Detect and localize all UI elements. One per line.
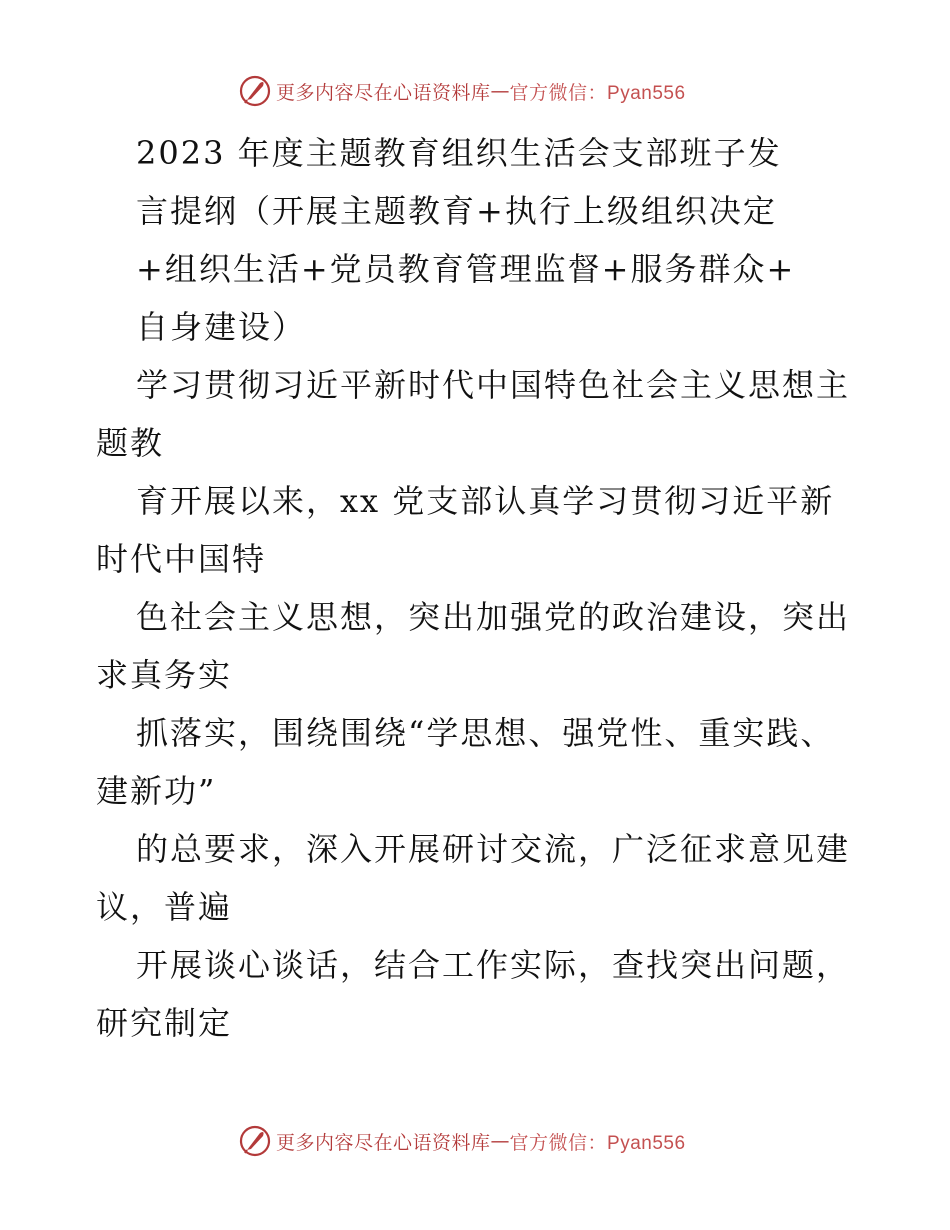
quill-pen-circle-icon xyxy=(238,1124,272,1158)
body-line: 题教 xyxy=(96,424,165,462)
body-line: 开展谈心谈话，结合工作实际，查找突出问题， xyxy=(136,946,851,984)
body-paragraph xyxy=(96,356,856,1052)
body-line: 研究制定 xyxy=(96,1004,233,1042)
header-watermark xyxy=(238,74,686,108)
title-line: +组织生活+党员教育管理监督+服务群众+ xyxy=(136,250,796,288)
document-body xyxy=(96,124,856,1052)
body-line: 求真务实 xyxy=(96,656,233,694)
watermark-text: 更多内容尽在心语资料库 xyxy=(276,81,491,104)
body-line: 色社会主义思想，突出加强党的政治建设，突出 xyxy=(136,598,851,636)
watermark-separator: — xyxy=(490,80,510,102)
watermark-account: 官方微信：Pyan556 xyxy=(509,82,686,104)
body-line: 学习贯彻习近平新时代中国特色社会主义思想主 xyxy=(136,366,851,404)
body-line: 育开展以来，xx 党支部认真学习贯彻习近平新 xyxy=(136,482,835,520)
watermark-text: 更多内容尽在心语资料库 xyxy=(276,1131,491,1154)
title-line: 言提纲（开展主题教育+执行上级组织决定 xyxy=(136,192,777,230)
quill-pen-circle-icon xyxy=(238,74,272,108)
title-line: 自身建设） xyxy=(136,308,307,346)
body-line: 的总要求，深入开展研讨交流，广泛征求意见建 xyxy=(136,830,851,868)
watermark-separator: — xyxy=(490,1130,510,1152)
body-line: 建新功” xyxy=(96,772,217,810)
watermark-account: 官方微信：Pyan556 xyxy=(509,1132,686,1154)
footer-watermark xyxy=(238,1124,686,1158)
body-line: 时代中国特 xyxy=(96,540,267,578)
body-line: 抓落实，围绕围绕“学思想、强党性、重实践、 xyxy=(136,714,835,752)
title-line: 2023 年度主题教育组织生活会支部班子发 xyxy=(136,134,782,172)
body-line: 议，普遍 xyxy=(96,888,233,926)
